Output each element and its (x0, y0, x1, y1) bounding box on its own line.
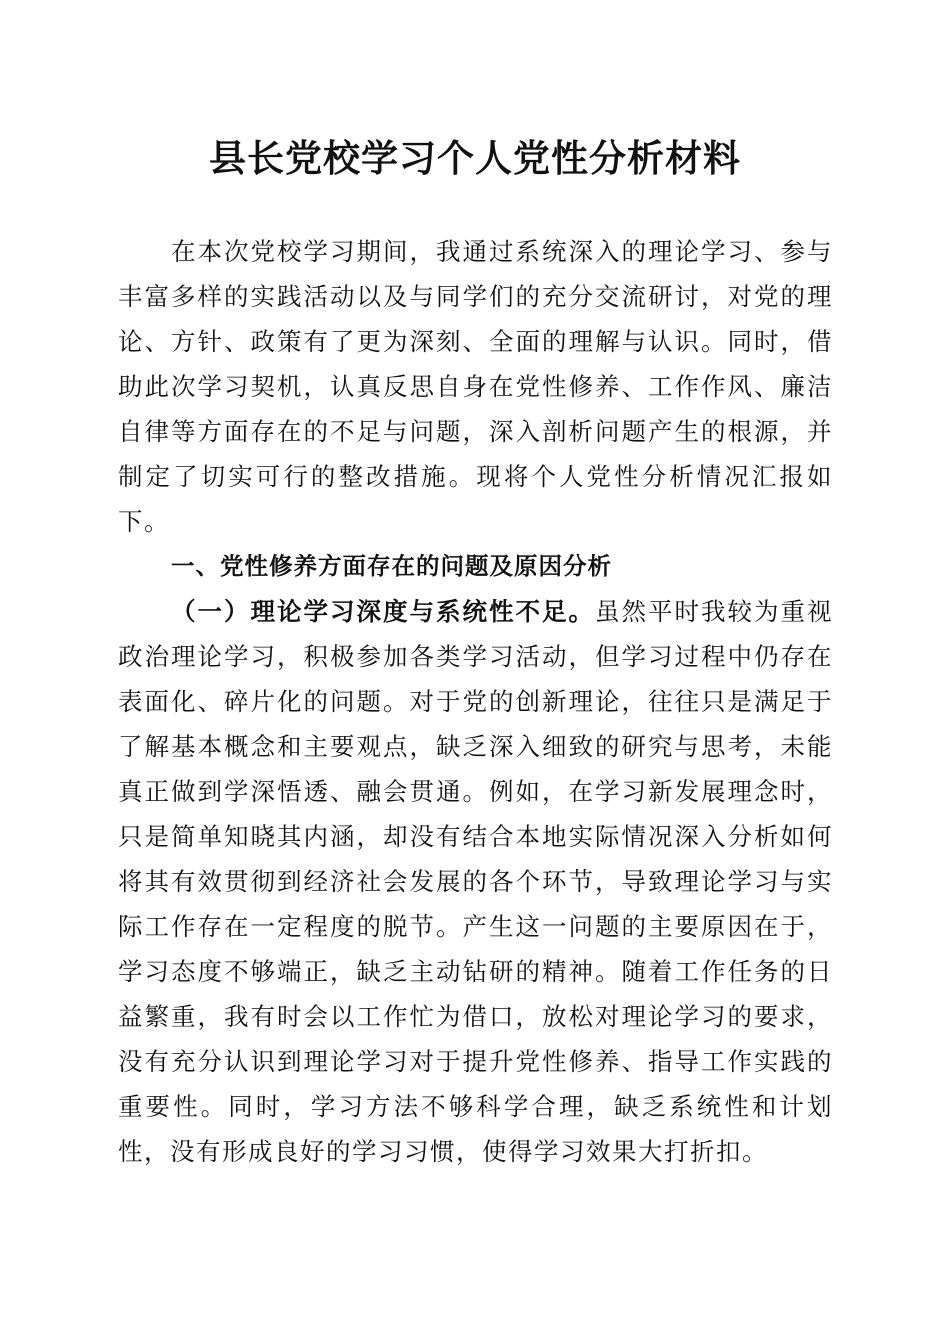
intro-paragraph: 在本次党校学习期间，我通过系统深入的理论学习、参与丰富多样的实践活动以及与同学们的充分交流研讨，对党的理论、方针、政策有了更为深刻、全面的理解与认识。同时，借助此次学习契机，认真反思自身在党性修养、工作作风、廉洁自律等方面存在的不足与问题，深入剖析问题产生的根源，并制定了切实可行的整改措施。现将个人党性分析情况汇报如下。 (118, 237, 833, 536)
document-body (118, 229, 833, 1174)
section-heading: 一、党性修养方面存在的问题及原因分析 (171, 552, 612, 580)
section-item-paragraph (118, 589, 833, 1174)
section-item-subheading: （一）理论学习深度与系统性不足。 (171, 597, 595, 626)
document-title: 县长党校学习个人党性分析材料 (209, 136, 741, 180)
section-item-text: 虽然平时我较为重视政治理论学习，积极参加各类学习活动，但学习过程中仍存在表面化、碎片化的问题。对于党的创新理论，往往只是满足于了解基本概念和主要观点，缺乏深入细致的研究与思考，未能真正做到学深悟透、融会贯通。例如，在学习新发展理念时，只是简单知晓其内涵，却没有结合本地实际情况深入分析如何将其有效贯彻到经济社会发展的各个环节，导致理论学习与实际工作存在一定程度的脱节。产生这一问题的主要原因在于，学习态度不够端正，缺乏主动钻研的精神。随着工作任务的日益繁重，我有时会以工作忙为借口，放松对理论学习的要求，没有充分认识到理论学习对于提升党性修养、指导工作实践的重要性。同时，学习方法不够科学合理，缺乏系统性和计划性，没有形成良好的学习习惯，使得学习效果大打折扣。 (118, 597, 833, 1166)
